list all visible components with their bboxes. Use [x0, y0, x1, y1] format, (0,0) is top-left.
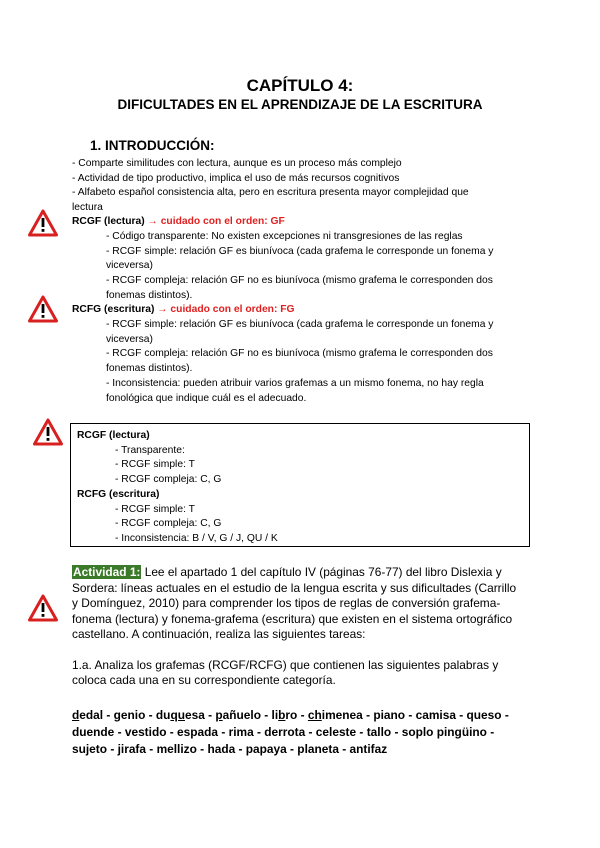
summary-rcfg-label: RCFG (escritura) [77, 488, 160, 500]
rcfg-details [106, 318, 531, 406]
underlined-grapheme: d [72, 708, 80, 722]
word-text: esa - [184, 708, 216, 722]
intro-bullet: - Alfabeto español consistencia alta, pero en escritura presenta mayor complejidad que [72, 187, 469, 199]
rcfg-line: - RCGF simple: relación GF es biunívoca (cada grafema le corresponde un fonema y [106, 319, 494, 330]
rcgf-line: fonemas distintos). [106, 289, 193, 301]
activity-paragraph [72, 565, 522, 643]
word-list [72, 707, 532, 758]
warning-icon [28, 594, 58, 622]
word-text: sujeto - jirafa - mellizo - hada - papaya - planeta - antifaz [72, 742, 388, 756]
word-line [72, 724, 532, 741]
summary-box [70, 423, 530, 547]
rcgf-line: - Código transparente: No existen excepciones ni transgresiones de las reglas [106, 231, 463, 242]
underlined-grapheme: b [278, 708, 286, 722]
summary-line: - RCGF compleja: C, G [115, 518, 222, 530]
word-line [72, 707, 532, 724]
rcgf-line: - RCGF simple: relación GF es biunívoca (cada grafema le corresponde un fonema y [106, 245, 494, 257]
intro-bullet: lectura [72, 202, 103, 214]
intro-bullet: - Actividad de tipo productivo, implica el uso de más recursos cognitivos [72, 172, 400, 184]
rcgf-details [106, 230, 531, 304]
rcfg-heading [72, 303, 532, 318]
rcgf-line: viceversa) [106, 260, 153, 272]
word-text: ro - [285, 708, 308, 722]
rcfg-line: - RCGF compleja: relación GF no es biunívoca (mismo grafema le corresponden dos [106, 348, 493, 360]
underlined-grapheme: qu [170, 708, 185, 722]
summary-rcgf-label: RCGF (lectura) [77, 430, 150, 441]
summary-line: - RCGF simple: T [115, 503, 195, 515]
word-text: enio - du [120, 708, 171, 722]
activity-badge: Actividad 1: [73, 565, 141, 579]
rcfg-note: → cuidado con el orden: FG [157, 304, 295, 315]
rcfg-line: - Inconsistencia: pueden atribuir varios grafemas a un mismo fonema, no hay regla [106, 377, 484, 389]
rcgf-label: RCGF (lectura) [72, 216, 145, 227]
rcgf-note: → cuidado con el orden: GF [147, 216, 285, 227]
underlined-grapheme: p [215, 708, 223, 722]
underlined-grapheme: g [113, 708, 121, 722]
summary-line: - RCGF simple: T [115, 459, 195, 471]
summary-line: - Inconsistencia: B / V, G / J, QU / K [115, 532, 278, 544]
chapter-title: CAPÍTULO 4: [246, 76, 354, 95]
intro-bullets [72, 157, 532, 216]
rcfg-line: fonemas distintos). [106, 363, 193, 375]
summary-rcgf [77, 429, 278, 547]
word-text: edal - [79, 708, 114, 722]
summary-line: - Transparente: [115, 444, 185, 456]
word-text: imenea - piano - camisa - queso - [321, 708, 509, 722]
underlined-grapheme: ch [307, 708, 322, 722]
word-line [72, 741, 532, 758]
rcgf-line: - RCGF compleja: relación GF no es biunívoca (mismo grafema le corresponden dos [106, 275, 493, 287]
section-heading: 1. INTRODUCCIÓN: [90, 138, 215, 153]
chapter-subtitle: DIFICULTADES EN EL APRENDIZAJE DE LA ESCRITURA [117, 97, 483, 112]
rcfg-label: RCFG (escritura) [72, 304, 155, 315]
rcgf-heading [72, 215, 532, 230]
activity-block [72, 565, 522, 689]
rcfg-line: fonológica que indique cuál es el adecuado. [106, 392, 307, 404]
word-text: añuelo - li [222, 708, 279, 722]
summary-line: - RCGF compleja: C, G [115, 474, 222, 486]
activity-text: Lee el apartado 1 del capítulo IV (páginas 76-77) del libro Dislexia y Sordera: líneas actuales en el estudio de la lengua escrita y sus dificultades (Carrillo y Domínguez, 2010) para comprender los tipos de reglas de conversión grafema-fonema (lectura) y fonema-grafema (escritura) que existen en el sistema ortográfico castellano. A continuación, realiza las siguientes tareas: [72, 565, 517, 641]
rcfg-line: viceversa) [106, 333, 153, 345]
activity-task: 1.a. Analiza los grafemas (RCGF/RCFG) que contienen las siguientes palabras y coloca cada una en su correspondiente categoría. [72, 657, 499, 687]
intro-bullet: - Comparte similitudes con lectura, aunque es un proceso más complejo [72, 158, 402, 169]
warning-icon [28, 295, 58, 323]
word-text: duende - vestido - espada - rima - derrota - celeste - tallo - soplo pingüino - [72, 725, 495, 739]
warning-icon [28, 209, 58, 237]
warning-icon [33, 418, 63, 446]
